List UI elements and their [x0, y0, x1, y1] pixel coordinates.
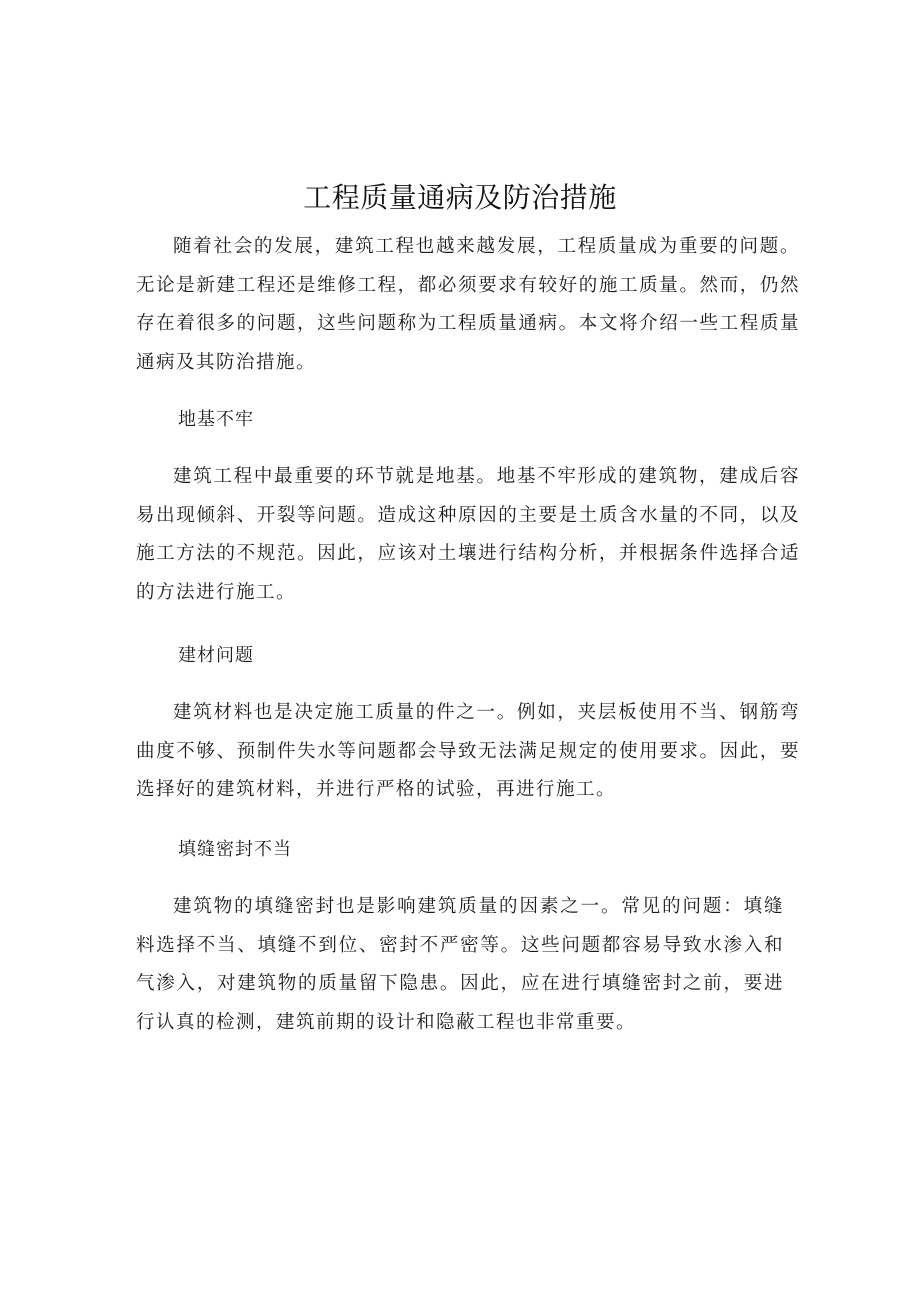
section-body-sealing: 建筑物的填缝密封也是影响建筑质量的因素之一。常见的问题：填缝料选择不当、填缝不到位、密封不严密等。这些问题都容易导致水渗入和气渗入，对建筑物的质量留下隐患。因此，应在进行填缝密封之前，要进行认真的检测，建筑前期的设计和隐蔽工程也非常重要。 [136, 896, 784, 1033]
section-heading-materials: 建材问题 [178, 645, 254, 666]
section-heading-sealing: 填缝密封不当 [178, 839, 292, 860]
document-title: 工程质量通病及防治措施 [303, 181, 617, 214]
section-body-materials: 建筑材料也是决定施工质量的件之一。例如，夹层板使用不当、钢筋弯曲度不够、预制件失水等问题都会导致无法满足规定的使用要求。因此，要选择好的建筑材料，并进行严格的试验，再进行施工。 [136, 702, 800, 800]
section-body-foundation: 建筑工程中最重要的环节就是地基。地基不牢形成的建筑物，建成后容易出现倾斜、开裂等问题。造成这种原因的主要是土质含水量的不同，以及施工方法的不规范。因此，应该对土壤进行结构分析，并根据条件选择合适的方法进行施工。 [136, 466, 800, 603]
intro-paragraph: 随着社会的发展，建筑工程也越来越发展，工程质量成为重要的问题。无论是新建工程还是维修工程，都必须要求有较好的施工质量。然而，仍然存在着很多的问题，这些问题称为工程质量通病。本文将介绍一些工程质量通病及其防治措施。 [136, 236, 800, 373]
section-heading-foundation: 地基不牢 [178, 409, 254, 430]
